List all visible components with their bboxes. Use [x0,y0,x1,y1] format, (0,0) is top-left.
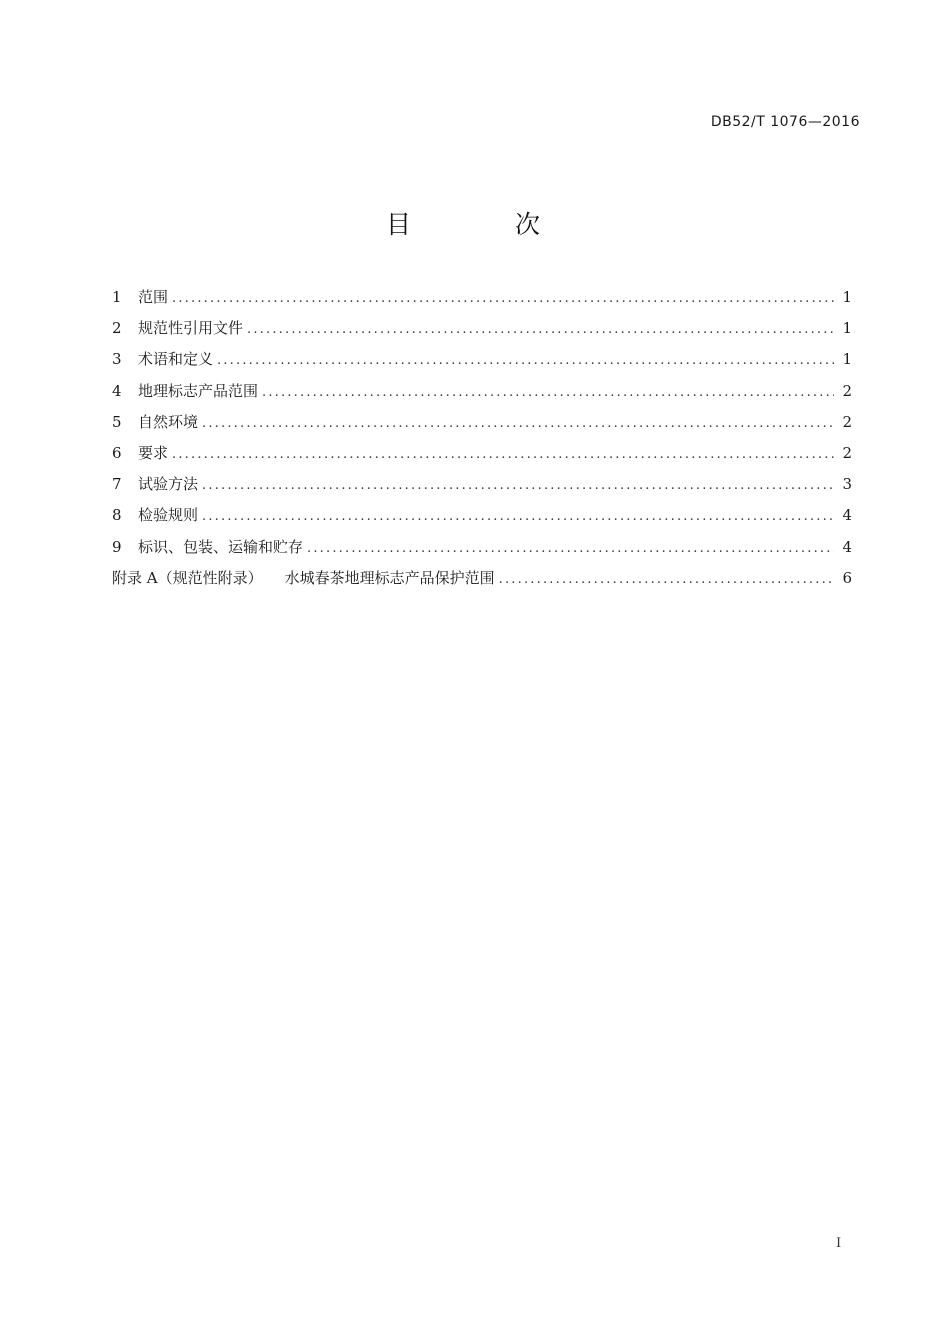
toc-entry-number: 8 [112,506,122,525]
standard-code: DB52/T 1076—2016 [710,114,860,130]
appendix-label: 附录 A（规范性附录） [112,568,263,587]
toc-entry-page: 4 [842,506,852,525]
toc-entry-number: 3 [112,350,122,369]
toc-entry[interactable] [112,472,852,503]
table-of-contents [112,285,852,597]
toc-title: 目 次 [386,210,588,239]
toc-entry-appendix[interactable] [112,566,852,597]
toc-entry-number: 4 [112,381,122,400]
toc-entry-title: 术语和定义 [138,350,214,369]
toc-entry[interactable] [112,379,852,410]
toc-entry-title: 要求 [138,443,169,462]
toc-leader-dots [202,474,834,498]
toc-entry-page: 1 [842,350,852,369]
toc-leader-dots [172,287,834,311]
toc-entry-title: 地理标志产品范围 [138,381,259,400]
toc-entry-title: 范围 [138,288,169,306]
toc-entry[interactable] [112,535,852,566]
toc-entry-page: 1 [842,288,852,306]
toc-leader-dots [172,443,834,467]
toc-entry-page: 2 [842,412,852,431]
toc-entry-title: 规范性引用文件 [138,319,244,338]
toc-entry-page: 2 [842,381,852,400]
toc-entry-number: 9 [112,537,122,556]
toc-entry[interactable] [112,316,852,347]
toc-leader-dots [202,505,834,529]
toc-leader-dots [247,318,834,342]
toc-entry-page: 4 [842,537,852,556]
toc-leader-dots [217,349,834,373]
toc-entry[interactable] [112,347,852,378]
toc-entry-page: 6 [842,568,852,587]
toc-entry-page: 3 [842,475,852,494]
toc-entry-number: 2 [112,319,122,338]
toc-entry-number: 7 [112,475,122,494]
toc-entry-title: 标识、包装、运输和贮存 [138,537,304,556]
page-number: I [836,1236,842,1251]
toc-entry[interactable] [112,503,852,534]
toc-entry-title: 自然环境 [138,412,199,431]
toc-entry-number: 1 [112,288,122,306]
toc-leader-dots [202,412,834,436]
toc-entry-number: 6 [112,443,122,462]
toc-leader-dots [499,568,834,592]
toc-entry[interactable] [112,441,852,472]
toc-entry-number: 5 [112,412,122,431]
toc-entry[interactable] [112,285,852,316]
toc-entry[interactable] [112,410,852,441]
toc-leader-dots [262,381,834,405]
toc-leader-dots [307,537,834,561]
toc-entry-page: 1 [842,319,852,338]
toc-entry-title: 试验方法 [138,475,199,494]
toc-entry-title: 检验规则 [138,506,199,525]
toc-entry-page: 2 [842,443,852,462]
appendix-title: 水城春茶地理标志产品保护范围 [284,568,495,587]
